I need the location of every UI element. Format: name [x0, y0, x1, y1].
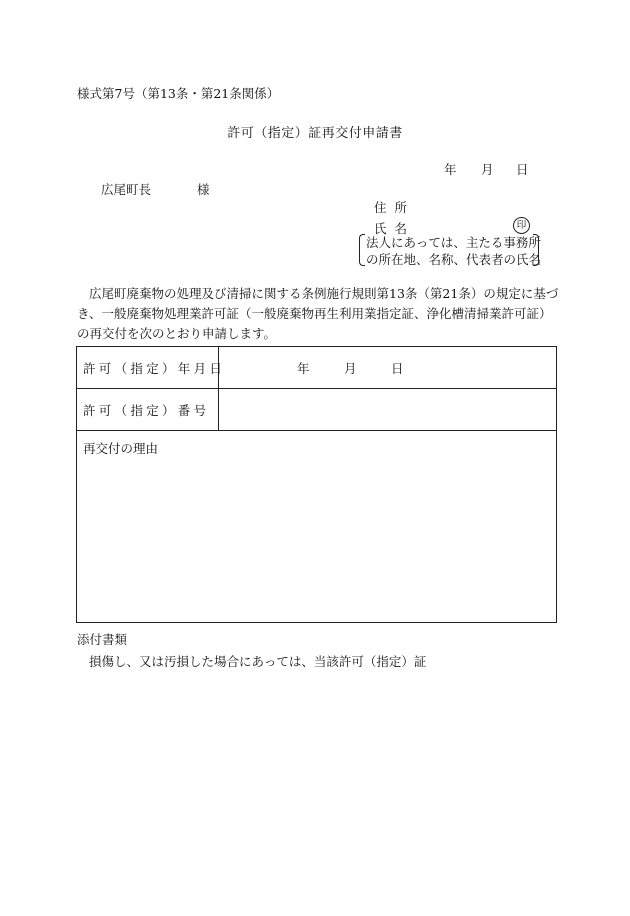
document-title: 許可（指定）証再交付申請書	[227, 126, 403, 141]
seal-mark: 印	[513, 217, 530, 234]
application-date-year: 年	[444, 162, 457, 177]
permit-date-row	[77, 347, 556, 389]
applicant-name-label: 氏名	[374, 221, 416, 236]
permit-date-label-cell	[77, 347, 226, 388]
addressee-honorific: 様	[197, 182, 210, 197]
permit-number-label: 許可（指定）番号	[83, 403, 210, 418]
attachments-heading: 添付書類	[77, 632, 128, 647]
permit-date-month: 月	[344, 361, 357, 376]
right-bracket	[533, 234, 539, 266]
permit-number-row	[77, 389, 556, 431]
permit-date-label: 許可（指定）年月日	[83, 361, 226, 376]
permit-date-day: 日	[391, 361, 404, 376]
application-statement: 広尾町廃棄物の処理及び清掃に関する条例施行規則第13条（第21条）の規定に基づき、一般廃棄物処理業許可証（一般廃棄物再生利用業指定証、浄化槽清掃業許可証）の再交付を次のとおり申請します。	[77, 286, 559, 341]
permit-number-label-cell	[77, 389, 219, 430]
form-number: 様式第7号（第13条・第21条関係）	[77, 86, 280, 101]
left-bracket	[359, 234, 365, 266]
permit-date-year: 年	[297, 361, 310, 376]
permit-number-field[interactable]	[219, 389, 556, 430]
applicant-address-label: 住所	[374, 200, 416, 215]
application-table	[76, 346, 557, 623]
permit-date-field[interactable]	[219, 347, 556, 388]
corporate-note	[366, 233, 542, 267]
attachments-item: 損傷し、又は汚損した場合にあっては、当該許可（指定）証	[89, 654, 427, 669]
corporate-note-line1: 法人にあっては、主たる事務所	[366, 235, 541, 250]
application-date-month: 月	[481, 162, 494, 177]
addressee-name: 広尾町長	[101, 182, 152, 197]
application-date-day: 日	[516, 162, 529, 177]
corporate-note-line2: の所在地、名称、代表者の氏名	[366, 252, 542, 267]
reissue-reason-label: 再交付の理由	[83, 441, 159, 456]
